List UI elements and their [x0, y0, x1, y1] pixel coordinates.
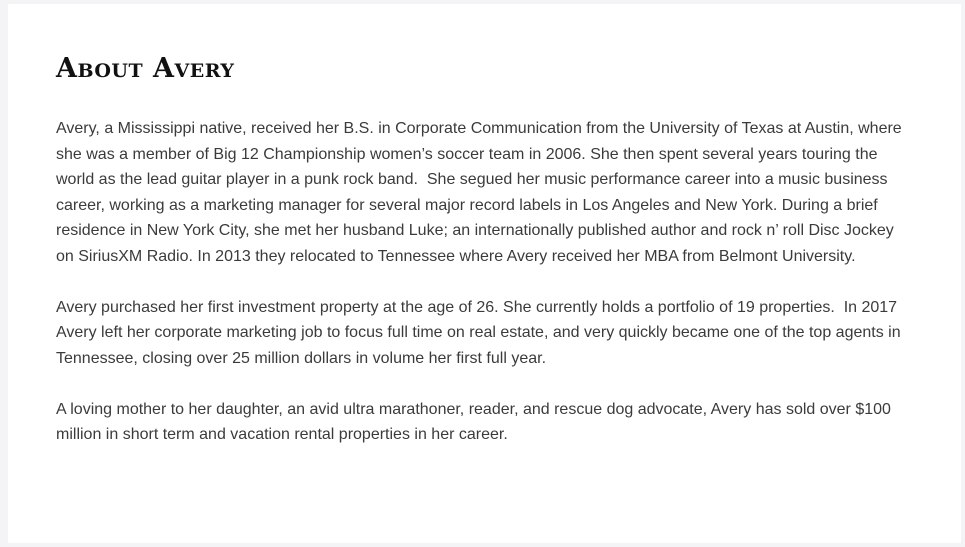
- section-heading: About Avery: [56, 53, 235, 84]
- bio-paragraph-3: A loving mother to her daughter, an avid ultra marathoner, reader, and rescue dog advocate, Avery has sold over $100 million in short term and vacation rental properties in her career.: [56, 400, 896, 443]
- bio-paragraph-2: Avery purchased her first investment property at the age of 26. She currently holds a portfolio of 19 properties. In 2017 Avery left her corporate marketing job to focus full time on real estate, and very quickly became one of the top agents in Tennessee, closing over 25 million dollars in volume her first full year.: [56, 298, 905, 367]
- about-section: [8, 4, 961, 543]
- about-body: [56, 116, 916, 448]
- bio-paragraph-1: Avery, a Mississippi native, received her B.S. in Corporate Communication from the University of Texas at Austin, where she was a member of Big 12 Championship women’s soccer team in 2006. She then spent several years touring the world as the lead guitar player in a punk rock band. She segued her music performance career into a music business career, working as a marketing manager for several major record labels in Los Angeles and New York. During a brief residence in New York City, she met her husband Luke; an internationally published author and rock n’ roll Disc Jockey on SiriusXM Radio. In 2013 they relocated to Tennessee where Avery received her MBA from Belmont University.: [56, 120, 907, 265]
